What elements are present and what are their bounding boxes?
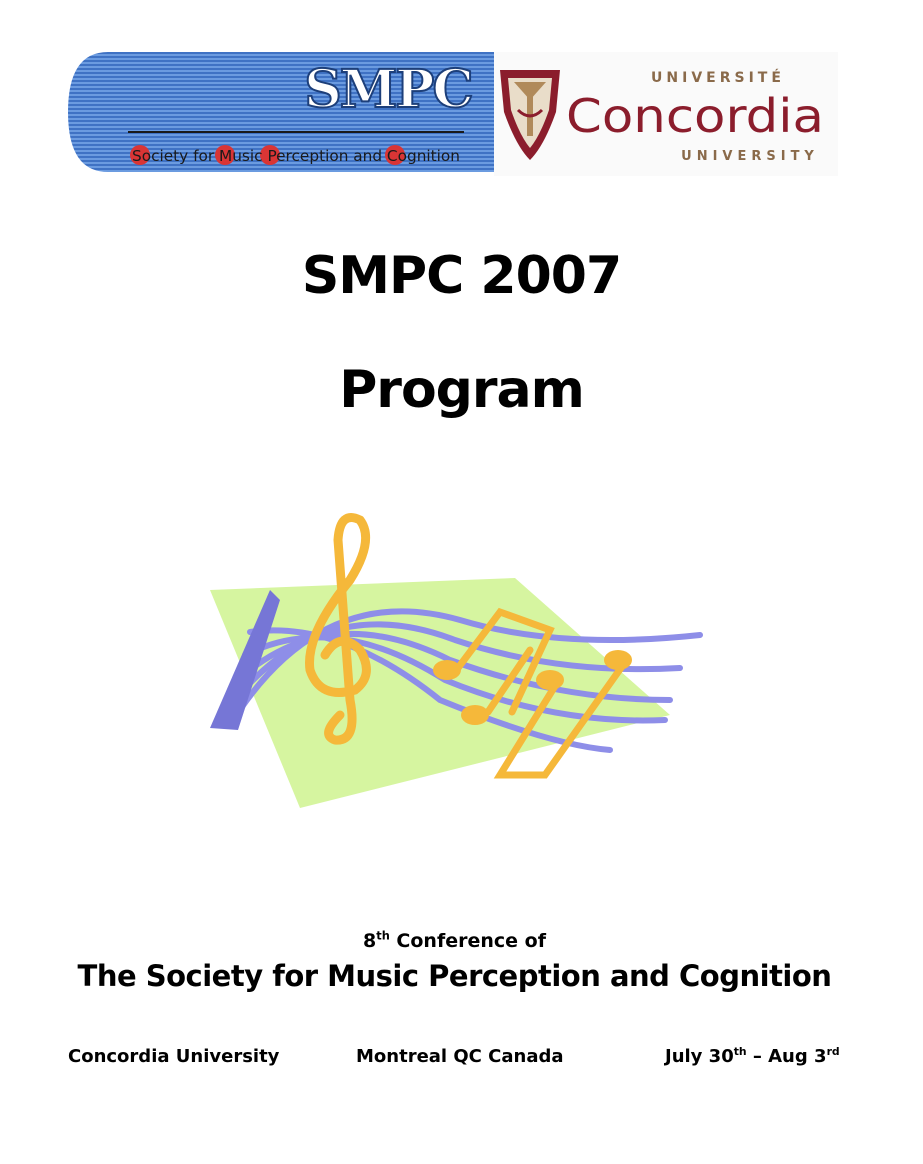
concordia-wordmark: Concordia — [566, 89, 824, 143]
venue-text: Concordia University — [68, 1046, 280, 1067]
dates-separator: – Aug 3 — [746, 1046, 827, 1067]
concordia-logo — [494, 52, 838, 176]
dates-text — [665, 1044, 840, 1070]
dates-start-suffix: th — [733, 1045, 747, 1058]
smpc-tagline: Society for Music Perception and Cognition — [132, 147, 460, 165]
conference-ordinal: 8 — [363, 930, 377, 952]
music-notes-illustration-icon — [200, 500, 710, 815]
conference-ordinal-suffix: th — [376, 928, 390, 943]
smpc-logo — [68, 52, 494, 172]
logo-banner — [68, 52, 838, 176]
conference-line — [0, 928, 909, 954]
dates-end-suffix: rd — [826, 1045, 840, 1058]
society-name: The Society for Music Perception and Cognition — [77, 959, 832, 993]
page-subtitle: Program — [339, 360, 584, 420]
concordia-universite: UNIVERSITÉ — [651, 70, 785, 86]
location-text: Montreal QC Canada — [356, 1046, 564, 1067]
page-title: SMPC 2007 — [301, 246, 622, 306]
conference-text: Conference of — [389, 930, 546, 952]
dates-start: July 30 — [665, 1046, 734, 1067]
concordia-university: UNIVERSITY — [681, 149, 819, 164]
smpc-acronym: SMPC — [304, 59, 472, 120]
